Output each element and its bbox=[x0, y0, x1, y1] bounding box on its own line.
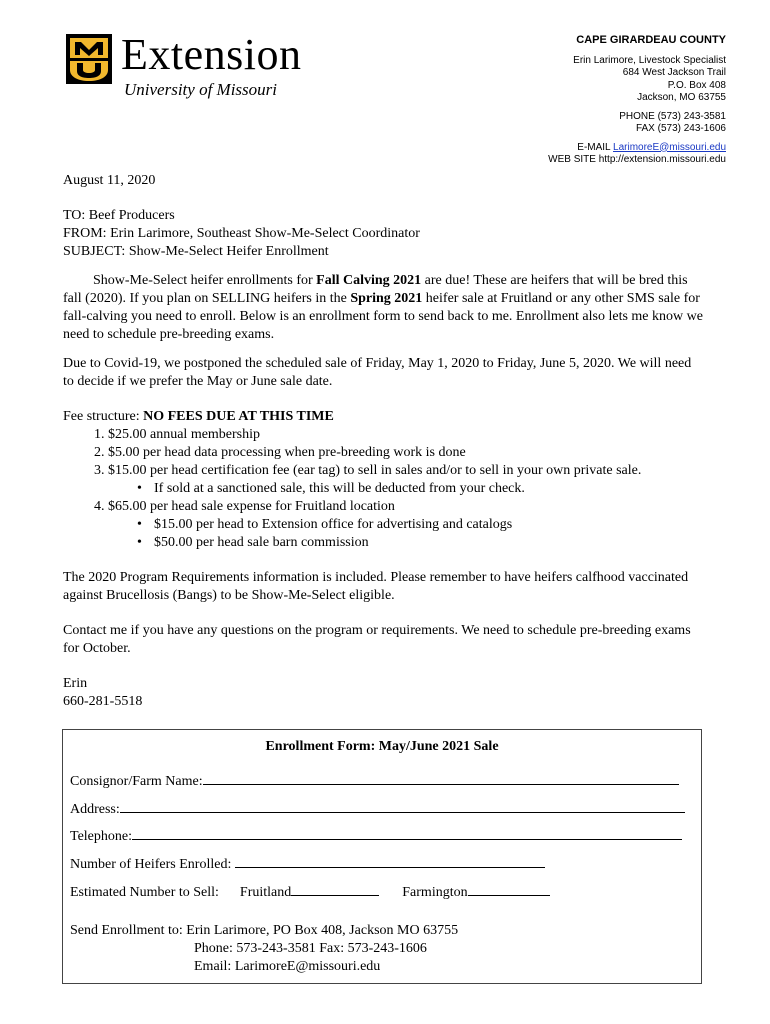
street-address: 684 West Jackson Trail bbox=[622, 67, 726, 78]
letter-date: August 11, 2020 bbox=[63, 173, 156, 188]
po-box: P.O. Box 408 bbox=[667, 79, 726, 91]
farmington-label: Farmington bbox=[402, 885, 468, 900]
telephone-label: Telephone: bbox=[70, 829, 132, 844]
letter-from: FROM: Erin Larimore, Southeast Show-Me-Select Coordinator bbox=[63, 226, 420, 241]
telephone-row bbox=[70, 826, 682, 845]
consignor-field[interactable] bbox=[203, 771, 679, 785]
fee-sublist bbox=[108, 480, 703, 498]
heifers-row bbox=[70, 854, 545, 873]
letter-subject: SUBJECT: Show-Me-Select Heifer Enrollment bbox=[63, 244, 329, 259]
logo-wordmark: Extension bbox=[121, 30, 302, 79]
address-field[interactable] bbox=[120, 799, 685, 813]
consignor-row bbox=[70, 771, 679, 790]
letter-body bbox=[63, 172, 703, 711]
paragraph-requirements: The 2020 Program Requirements information is included. Please remember to have heifers calfhood vaccinated against Brucellosis (Bangs) to be Show-Me-Select eligible. bbox=[63, 570, 689, 603]
fruitland-label: Fruitland bbox=[239, 885, 292, 900]
fee-item: 4. $65.00 per head sale expense for Fruitland location • $15.00 per head to Extension office for advertising and catalogs • $50.00 per head sale barn commission bbox=[108, 498, 703, 552]
heifers-field[interactable] bbox=[235, 854, 545, 868]
fee-sublist bbox=[108, 516, 703, 552]
telephone-field[interactable] bbox=[132, 826, 682, 840]
fee-subitem: • If sold at a sanctioned sale, this will be deducted from your check. bbox=[154, 480, 703, 498]
email-line bbox=[548, 142, 726, 155]
send-enrollment-block bbox=[70, 922, 458, 976]
phone: PHONE (573) 243-3581 bbox=[619, 110, 726, 122]
estimated-label: Estimated Number to Sell: bbox=[70, 885, 219, 900]
city-state: Jackson, MO 63755 bbox=[637, 92, 726, 103]
fax: FAX (573) 243-1606 bbox=[635, 123, 726, 134]
address-row bbox=[70, 799, 685, 818]
mu-shield-icon bbox=[66, 34, 112, 84]
paragraph-enrollment: Show-Me-Select heifer enrollments for Fall Calving 2021 are due! These are heifers that will be bred this fall (2020). If you plan on SELLING heifers in the Spring 2021 heifer sale at Fruitland or any other SMS sale for fall-calving you need to enroll. Below is an enrollment form to send back to me. Enrollment also lets me know we need to schedule pre-breeding exams. bbox=[63, 273, 703, 342]
county-name: CAPE GIRARDEAU COUNTY bbox=[576, 34, 726, 46]
email-label: E-MAIL bbox=[577, 141, 614, 153]
enrollment-form bbox=[62, 729, 702, 984]
address-label: Address: bbox=[70, 802, 120, 817]
contact-block bbox=[548, 34, 726, 167]
specialist: Erin Larimore, Livestock Specialist bbox=[573, 54, 726, 66]
signature-phone: 660-281-5518 bbox=[63, 694, 143, 709]
paragraph-covid: Due to Covid-19, we postponed the scheduled sale of Friday, May 1, 2020 to Friday, June 5, 2020. We will need to decide if we prefer the May or June sale date. bbox=[63, 356, 692, 389]
fee-subitem: • $50.00 per head sale barn commission bbox=[154, 534, 703, 552]
fee-subitem: • $15.00 per head to Extension office for advertising and catalogs bbox=[154, 516, 703, 534]
paragraph-contact: Contact me if you have any questions on the program or requirements. We need to schedule pre-breeding exams for October. bbox=[63, 623, 691, 656]
form-title: Enrollment Form: May/June 2021 Sale bbox=[265, 739, 499, 754]
email-link[interactable]: LarimoreE@missouri.edu bbox=[613, 141, 726, 153]
logo-subtitle: University of Missouri bbox=[124, 80, 277, 99]
fee-item: 3. $15.00 per head certification fee (ear tag) to sell in sales and/or to sell in your own private sale. • If sold at a sanctioned sale, this will be deducted from your check. bbox=[108, 462, 703, 498]
send-line-phone: Phone: 573-243-3581 Fax: 573-243-1606 bbox=[194, 941, 427, 956]
consignor-label: Consignor/Farm Name: bbox=[70, 774, 203, 789]
fee-item: 1. $25.00 annual membership bbox=[108, 426, 703, 444]
farmington-field[interactable] bbox=[468, 882, 550, 896]
fee-item: 2. $5.00 per head data processing when pre-breeding work is done bbox=[108, 444, 703, 462]
website: WEB SITE http://extension.missouri.edu bbox=[548, 154, 726, 165]
estimated-row bbox=[70, 882, 550, 901]
fruitland-field[interactable] bbox=[291, 882, 379, 896]
fee-structure-heading: Fee structure: NO FEES DUE AT THIS TIME bbox=[63, 409, 334, 424]
letter-to: TO: Beef Producers bbox=[63, 208, 175, 223]
signature-name: Erin bbox=[63, 676, 88, 691]
send-line-address: Send Enrollment to: Erin Larimore, PO Box 408, Jackson MO 63755 bbox=[70, 923, 459, 938]
heifers-label: Number of Heifers Enrolled: bbox=[70, 857, 232, 872]
send-line-email: Email: LarimoreE@missouri.edu bbox=[194, 959, 381, 974]
fee-list bbox=[63, 426, 703, 552]
